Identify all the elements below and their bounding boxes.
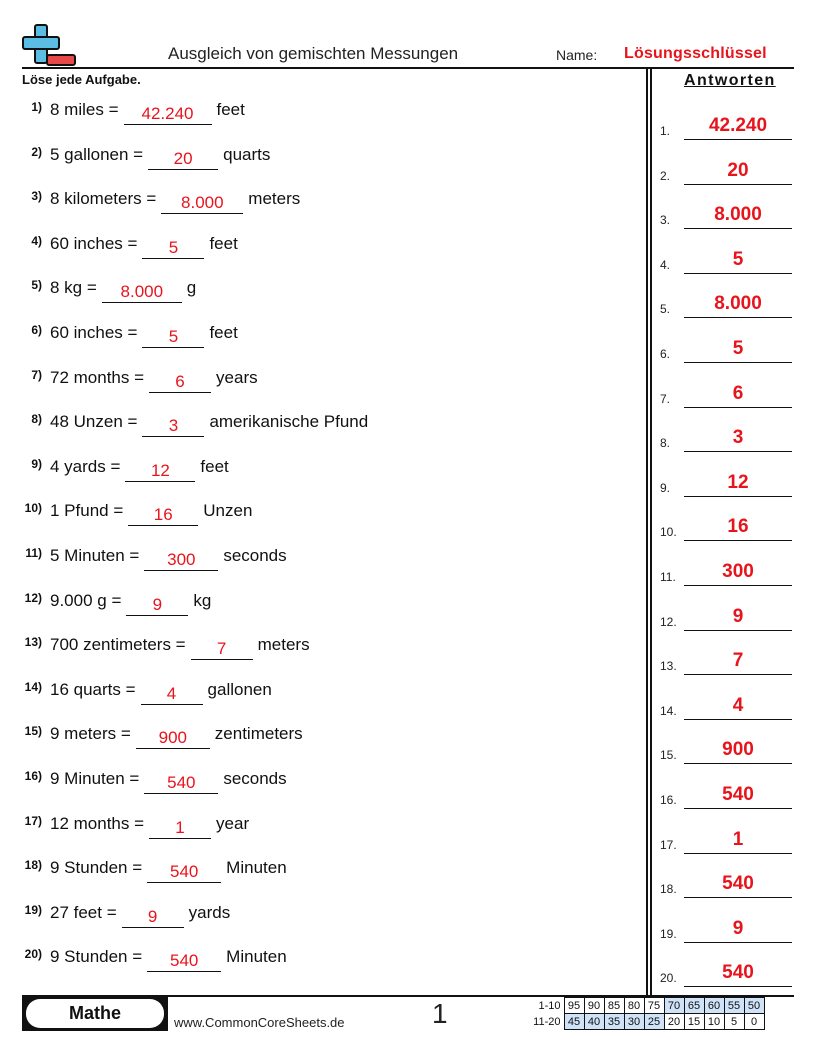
answer-value: 12 [684,472,792,497]
answer-blank[interactable]: 12 [125,462,195,482]
score-row-label: 1-10 [538,999,561,1012]
score-cell: 35 [604,1014,624,1030]
answer-number: 14. [660,703,677,718]
problem-number: 10) [24,501,42,516]
answer-number: 9. [660,480,671,495]
problem-number: 1) [31,100,42,114]
answer-blank[interactable]: 4 [141,685,203,705]
score-row [528,1014,764,1030]
problem-row [0,145,270,169]
problem-expression: 5 gallonen = [50,144,144,164]
problem-unit: Minuten [226,947,287,967]
answer-key-item [660,110,792,140]
answer-number: 10. [660,525,677,540]
problem-expression: 8 kilometers = [50,189,157,209]
score-cell: 85 [604,998,624,1014]
problem-unit: seconds [223,546,287,565]
answer-number: 1. [660,124,671,138]
problem-expression: 60 inches = [50,233,138,253]
problem-expression: 16 quarts = [50,679,136,699]
answer-blank[interactable]: 42.240 [124,105,212,125]
score-cell: 95 [564,998,584,1014]
answer-blank[interactable]: 540 [147,952,221,972]
answer-key-item [660,467,792,497]
answer-number: 13. [660,659,677,674]
problem-number: 19) [24,902,42,917]
problem-number: 18) [24,858,42,873]
answer-key-item [660,913,792,943]
answer-value: 540 [684,784,792,809]
score-cell: 80 [624,998,644,1014]
name-value: Lösungsschlüssel [624,45,767,62]
answer-key-item [660,734,792,764]
problem-expression: 9 Minuten = [50,769,140,788]
answer-number: 5. [660,302,671,317]
score-cell: 70 [664,998,684,1014]
answer-blank[interactable]: 16 [128,506,198,526]
score-cell: 15 [684,1014,704,1030]
problem-row [0,457,229,481]
problem-number: 13) [24,635,42,650]
problem-unit: kg [193,590,212,610]
problem-unit: amerikanische Pfund [209,412,369,432]
answer-blank[interactable]: 9 [126,596,188,616]
problem-unit: meters [257,635,310,655]
problem-unit: feet [200,456,229,476]
answer-value: 540 [684,962,792,987]
score-cell: 90 [584,998,604,1014]
problem-number: 2) [31,144,42,159]
answer-blank[interactable]: 9 [122,908,184,928]
problem-row [0,858,287,882]
answer-value: 1 [684,829,792,854]
answer-number: 19. [660,926,677,941]
problem-row [0,724,303,748]
answer-number: 4. [660,257,671,272]
brand-label: Mathe [26,999,164,1028]
answer-value: 9 [684,918,792,943]
score-cell: 65 [684,998,704,1014]
name-label: Name: [556,47,598,63]
answer-number: 11. [660,570,676,584]
problem-number: 4) [31,233,42,248]
problem-row [0,368,258,392]
plus-minus-logo-icon [22,24,78,68]
answer-blank[interactable]: 540 [147,863,221,883]
answer-key-item [660,511,792,541]
answer-number: 18. [660,882,677,897]
answer-blank[interactable]: 8.000 [161,194,243,214]
score-cell: 50 [744,998,764,1014]
answer-key-item [660,288,792,318]
website-link[interactable]: www.CommonCoreSheets.de [174,1015,345,1030]
score-cell: 55 [724,998,744,1014]
answer-key-item [660,333,792,363]
problem-row [0,680,272,704]
problem-row [0,278,196,302]
answer-blank[interactable]: 5 [142,328,204,348]
score-row-label: 11-20 [533,1015,561,1028]
worksheet-title: Ausgleich von gemischten Messungen [168,44,459,63]
answer-value: 3 [684,427,792,452]
score-table [528,997,765,1030]
score-cell: 0 [744,1014,764,1030]
problem-expression: 5 Minuten = [50,546,140,565]
answer-key-item [660,645,792,675]
column-divider [646,69,652,995]
problem-expression: 12 months = [50,813,145,833]
score-cell: 30 [624,1014,644,1030]
answers-title: Antworten [684,72,776,89]
problem-unit: Unzen [203,501,253,521]
answer-number: 20. [660,971,677,986]
problem-unit: seconds [223,769,287,788]
score-cell: 5 [724,1014,744,1030]
answer-blank[interactable]: 7 [191,640,253,660]
answer-key-item [660,244,792,274]
problem-number: 5) [31,278,42,293]
answer-number: 15. [660,748,677,763]
answer-key-item [660,422,792,452]
problem-unit: yards [188,902,231,922]
answer-key-item [660,155,792,185]
answer-value: 7 [684,650,792,675]
problem-row [0,501,252,525]
problem-expression: 72 months = [50,367,145,387]
answer-blank[interactable]: 3 [142,417,204,437]
problem-unit: quarts [223,144,271,164]
problem-unit: gallonen [207,679,272,699]
answer-value: 8.000 [684,204,792,229]
answer-number: 16. [660,793,677,807]
answer-value: 42.240 [684,115,792,140]
answer-number: 17. [660,837,677,852]
problem-unit: feet [209,233,238,253]
problem-row [0,814,249,838]
score-row [528,998,764,1014]
problem-expression: 4 yards = [50,456,121,476]
problem-row [0,591,211,615]
answer-key-item [660,779,792,809]
problem-unit: feet [216,100,245,119]
answer-value: 900 [684,739,792,764]
problem-row [0,189,300,213]
problem-expression: 8 kg = [50,278,97,298]
problem-expression: 700 zentimeters = [50,635,186,655]
problem-expression: 9 meters = [50,724,131,744]
answer-value: 540 [684,873,792,898]
problem-number: 12) [24,590,42,605]
problem-number: 3) [31,189,42,204]
score-cell: 25 [644,1014,664,1030]
answer-key-item [660,957,792,987]
answer-key-item [660,601,792,631]
problem-number: 6) [31,323,42,337]
problem-expression: 60 inches = [50,323,138,342]
answer-number: 2. [660,168,671,183]
problem-number: 7) [31,367,42,382]
problem-unit: years [216,367,258,387]
answer-number: 8. [660,436,671,451]
problem-row [0,323,238,347]
answer-blank[interactable]: 900 [136,729,210,749]
answer-value: 6 [684,383,792,408]
problem-expression: 48 Unzen = [50,412,138,432]
problem-number: 9) [31,456,42,471]
answer-number: 7. [660,391,671,406]
answer-key-item [660,868,792,898]
answer-blank[interactable]: 8.000 [102,283,182,303]
problem-expression: 9 Stunden = [50,947,143,967]
problem-unit: year [216,813,250,833]
answer-value: 5 [684,338,792,363]
answer-key-item [660,556,792,586]
answer-value: 20 [684,160,792,185]
answer-key-item [660,824,792,854]
score-cell: 75 [644,998,664,1014]
answer-blank[interactable]: 6 [149,373,211,393]
answer-blank[interactable]: 540 [144,774,218,794]
problem-row [0,635,310,659]
problem-expression: 9 Stunden = [50,858,143,878]
problem-expression: 1 Pfund = [50,501,124,521]
answer-value: 300 [684,561,792,586]
problem-number: 17) [24,813,42,828]
problem-expression: 27 feet = [50,902,117,922]
problem-number: 16) [24,769,42,783]
problem-row [0,947,287,971]
answer-value: 8.000 [684,293,792,318]
score-cell: 45 [564,1014,584,1030]
header-rule [22,67,794,69]
problem-unit: zentimeters [214,724,303,744]
problem-unit: feet [209,323,238,342]
problem-row [0,234,238,258]
problem-row [0,546,287,570]
score-cell: 40 [584,1014,604,1030]
problem-number: 20) [24,947,42,962]
answer-value: 16 [684,516,792,541]
answer-key-item [660,199,792,229]
answer-value: 4 [684,695,792,720]
problem-number: 8) [31,412,42,427]
answer-value: 9 [684,606,792,631]
problem-expression: 9.000 g = [50,590,122,610]
answer-key-item [660,378,792,408]
answer-number: 6. [660,347,671,361]
answer-number: 12. [660,614,677,629]
problem-unit: g [186,278,197,298]
score-cell: 20 [664,1014,684,1030]
problem-row [0,903,230,927]
score-cell: 10 [704,1014,724,1030]
problem-unit: Minuten [226,858,287,878]
problem-row [0,100,245,124]
problem-number: 14) [24,679,42,694]
problem-number: 15) [24,724,42,739]
problem-row [0,412,368,436]
answer-number: 3. [660,213,671,228]
problem-unit: meters [248,189,301,209]
score-cell: 60 [704,998,724,1014]
problem-expression: 8 miles = [50,100,119,119]
answer-value: 5 [684,249,792,274]
answer-blank[interactable]: 20 [148,150,218,170]
instructions: Löse jede Aufgabe. [22,72,141,87]
problem-row [0,769,287,793]
problem-number: 11) [25,546,42,560]
answer-blank[interactable]: 1 [149,819,211,839]
answer-blank[interactable]: 5 [142,239,204,259]
page-number: 1 [432,998,448,1029]
answer-blank[interactable]: 300 [144,551,218,571]
answer-key-item [660,690,792,720]
